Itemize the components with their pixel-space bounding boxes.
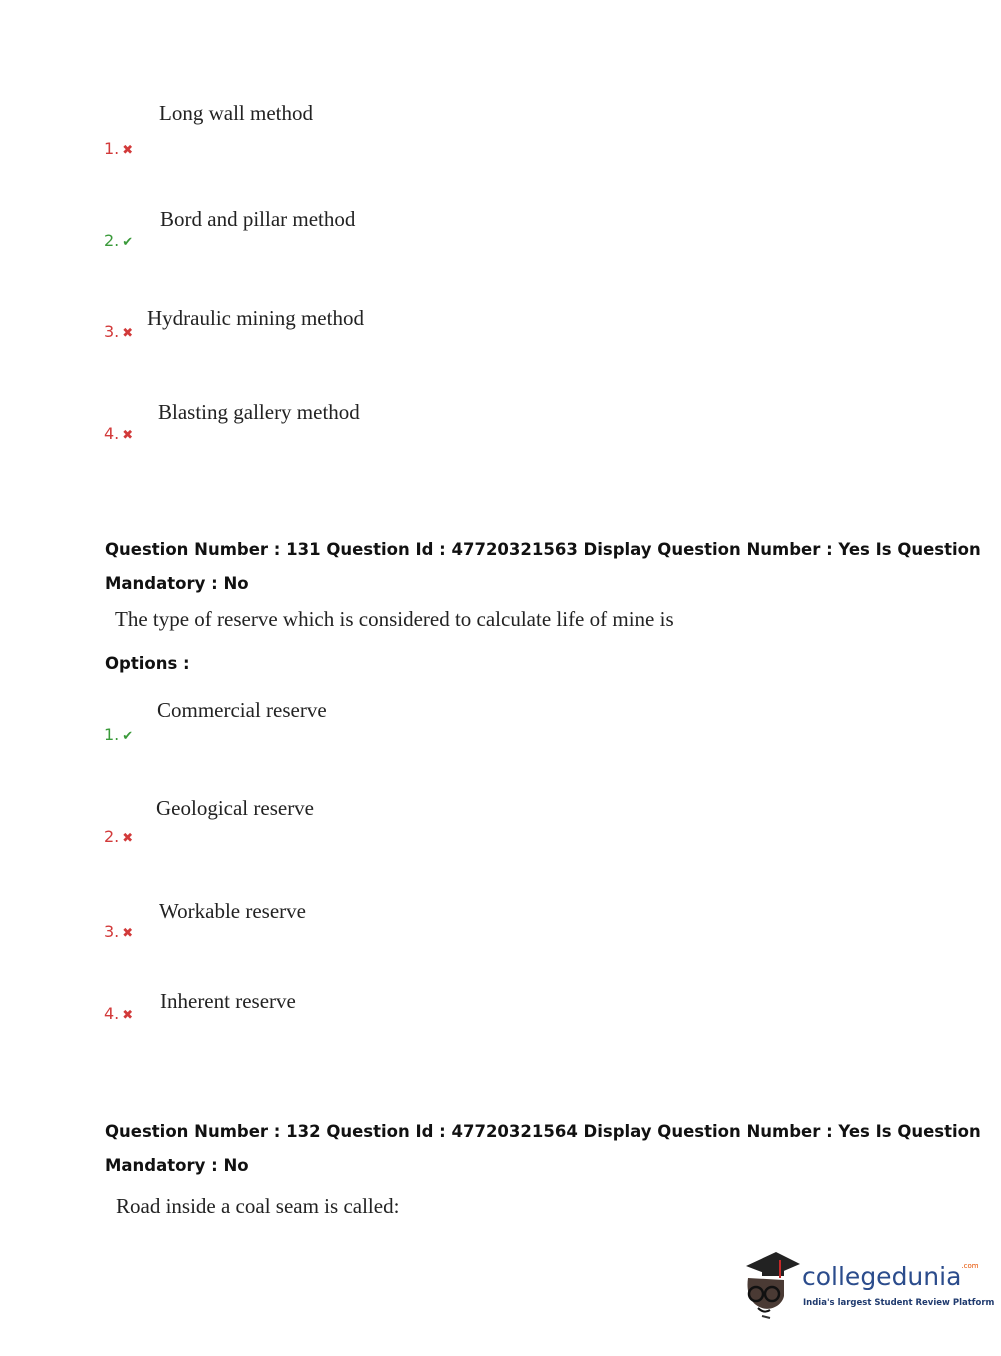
correct-check-icon: ✔ xyxy=(122,729,134,744)
option-number: 2. ✔ xyxy=(104,231,134,250)
option-text: Commercial reserve xyxy=(157,698,327,722)
options-label: Options : xyxy=(105,654,190,673)
option-number: 4. ✖ xyxy=(104,1004,134,1023)
logo-wordmark: collegedunia$^{.com}$ xyxy=(802,1262,979,1291)
question-header: Question Number : 131 Question Id : 47720321563 Display Question Number : Yes Is Question xyxy=(105,540,981,559)
wrong-cross-icon: ✖ xyxy=(122,1008,134,1023)
option-text: Blasting gallery method xyxy=(158,400,360,424)
wrong-cross-icon: ✖ xyxy=(122,326,134,341)
option-number: 1. ✔ xyxy=(104,725,134,744)
wrong-cross-icon: ✖ xyxy=(122,143,134,158)
option-number: 2. ✖ xyxy=(104,827,134,846)
question-header: Question Number : 132 Question Id : 47720321564 Display Question Number : Yes Is Question xyxy=(105,1122,981,1141)
option-number: 3. ✖ xyxy=(104,922,134,941)
option-text: Inherent reserve xyxy=(160,989,296,1013)
mascot-graduate-icon xyxy=(740,1248,802,1320)
question-text: The type of reserve which is considered to calculate life of mine is xyxy=(115,607,674,631)
wrong-cross-icon: ✖ xyxy=(122,926,134,941)
option-text: Long wall method xyxy=(159,101,313,125)
option-number: 3. ✖ xyxy=(104,322,134,341)
logo-tagline: India's largest Student Review Platform xyxy=(803,1298,995,1308)
question-header-mandatory: Mandatory : No xyxy=(105,1156,249,1175)
logo-domain-suffix: .com xyxy=(961,1262,979,1270)
option-text: Hydraulic mining method xyxy=(147,306,364,330)
question-text: Road inside a coal seam is called: xyxy=(116,1194,400,1218)
wrong-cross-icon: ✖ xyxy=(122,831,134,846)
collegedunia-logo xyxy=(740,1248,995,1320)
option-text: Geological reserve xyxy=(156,796,315,820)
option-text: Workable reserve xyxy=(159,899,306,923)
wrong-cross-icon: ✖ xyxy=(122,428,134,443)
option-number: 1. ✖ xyxy=(104,139,134,158)
correct-check-icon: ✔ xyxy=(122,235,134,250)
question-header-mandatory: Mandatory : No xyxy=(105,574,249,593)
option-number: 4. ✖ xyxy=(104,424,134,443)
option-text: Bord and pillar method xyxy=(160,207,356,231)
